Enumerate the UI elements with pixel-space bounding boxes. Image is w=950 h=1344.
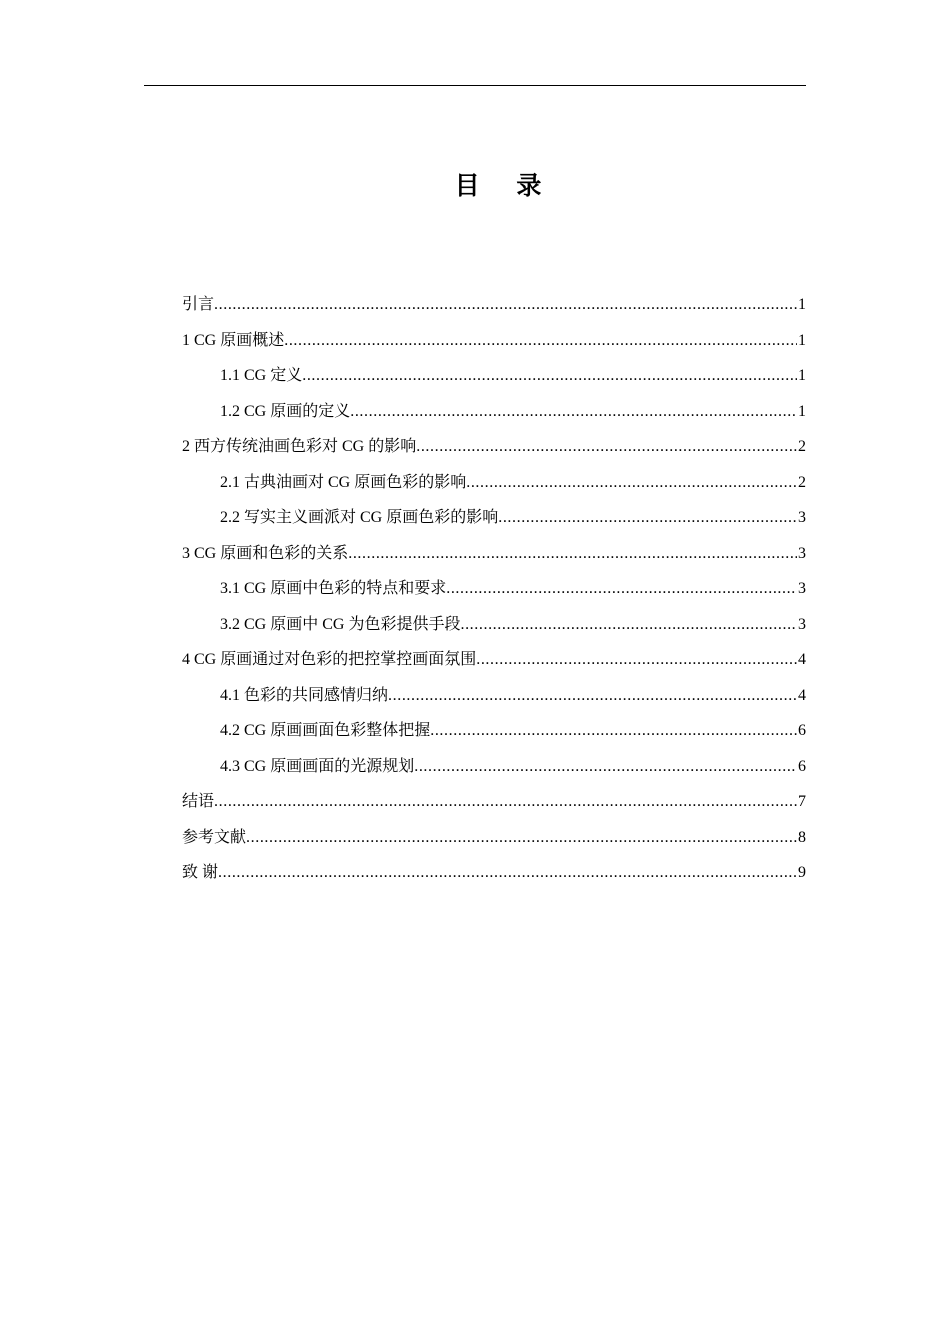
toc-entry[interactable] <box>182 713 806 749</box>
toc-dot-leader <box>214 287 797 323</box>
toc-dot-leader <box>214 784 797 820</box>
toc-entry-page-number: 3 <box>798 615 806 633</box>
toc-entry[interactable] <box>182 323 806 359</box>
toc-entry-label: 2.1 古典油画对 CG 原画色彩的影响 <box>220 473 467 491</box>
toc-dot-leader <box>284 323 797 359</box>
toc-entry-page-number: 9 <box>798 864 806 881</box>
toc-entry[interactable] <box>182 536 806 572</box>
toc-entry[interactable] <box>182 855 806 891</box>
toc-dot-leader <box>388 678 797 714</box>
toc-entry-label: 参考文献 <box>182 828 247 846</box>
toc-entry[interactable] <box>182 287 806 323</box>
toc-dot-leader <box>498 500 797 536</box>
toc-entry-page-number: 1 <box>798 367 806 384</box>
toc-entry[interactable] <box>182 358 806 394</box>
toc-entry-label: 结语 <box>182 793 215 810</box>
toc-entry[interactable] <box>182 642 806 678</box>
toc-dot-leader <box>446 571 797 607</box>
toc-entry-page-number: 1 <box>798 296 806 313</box>
toc-entry-label: 4.2 CG 原画画面色彩整体把握 <box>220 722 431 739</box>
table-of-contents <box>182 287 806 891</box>
toc-dot-leader <box>218 855 797 891</box>
toc-entry[interactable] <box>182 465 806 501</box>
toc-entry-page-number: 3 <box>798 580 806 597</box>
toc-entry-page-number: 4 <box>798 686 806 704</box>
toc-entry-label: 2 西方传统油画色彩对 CG 的影响 <box>182 438 417 455</box>
toc-entry-page-number: 1 <box>798 402 806 420</box>
toc-entry[interactable] <box>182 571 806 607</box>
toc-dot-leader <box>416 429 797 465</box>
toc-entry-label: 3.2 CG 原画中 CG 为色彩提供手段 <box>220 615 461 633</box>
toc-entry-label: 1.2 CG 原画的定义 <box>220 402 351 420</box>
toc-dot-leader <box>246 820 797 856</box>
toc-entry-label: 1 CG 原画概述 <box>182 331 285 349</box>
toc-entry-label: 引言 <box>182 296 215 313</box>
toc-entry-page-number: 3 <box>798 509 806 526</box>
toc-entry-label: 4.1 色彩的共同感情归纳 <box>220 686 389 704</box>
toc-entry-page-number: 1 <box>798 331 806 349</box>
toc-entry[interactable] <box>182 500 806 536</box>
toc-dot-leader <box>466 465 797 501</box>
toc-dot-leader <box>414 749 797 785</box>
header-rule <box>144 85 806 86</box>
toc-dot-leader <box>302 358 797 394</box>
toc-dot-leader <box>460 607 797 643</box>
toc-entry-page-number: 6 <box>798 757 806 775</box>
toc-entry[interactable] <box>182 784 806 820</box>
toc-entry-page-number: 6 <box>798 722 806 739</box>
toc-entry-page-number: 7 <box>798 793 806 810</box>
toc-entry-label: 致 谢 <box>182 864 219 881</box>
toc-entry[interactable] <box>182 820 806 856</box>
toc-entry-label: 3.1 CG 原画中色彩的特点和要求 <box>220 580 447 597</box>
toc-entry[interactable] <box>182 394 806 430</box>
toc-entry-label: 4 CG 原画通过对色彩的把控掌控画面氛围 <box>182 651 477 668</box>
toc-entry-page-number: 3 <box>798 544 806 562</box>
toc-entry[interactable] <box>182 749 806 785</box>
toc-entry[interactable] <box>182 429 806 465</box>
toc-dot-leader <box>350 394 797 430</box>
toc-entry-label: 1.1 CG 定义 <box>220 367 303 384</box>
toc-entry-page-number: 2 <box>798 438 806 455</box>
toc-entry[interactable] <box>182 678 806 714</box>
toc-entry-label: 4.3 CG 原画画面的光源规划 <box>220 757 415 775</box>
toc-entry[interactable] <box>182 607 806 643</box>
toc-dot-leader <box>476 642 797 678</box>
toc-dot-leader <box>348 536 797 572</box>
toc-entry-page-number: 4 <box>798 651 806 668</box>
toc-dot-leader <box>430 713 797 749</box>
toc-entry-page-number: 8 <box>798 828 806 846</box>
toc-entry-label: 3 CG 原画和色彩的关系 <box>182 544 349 562</box>
toc-entry-page-number: 2 <box>798 473 806 491</box>
toc-entry-label: 2.2 写实主义画派对 CG 原画色彩的影响 <box>220 509 499 526</box>
page-title: 目 录 <box>454 171 556 200</box>
